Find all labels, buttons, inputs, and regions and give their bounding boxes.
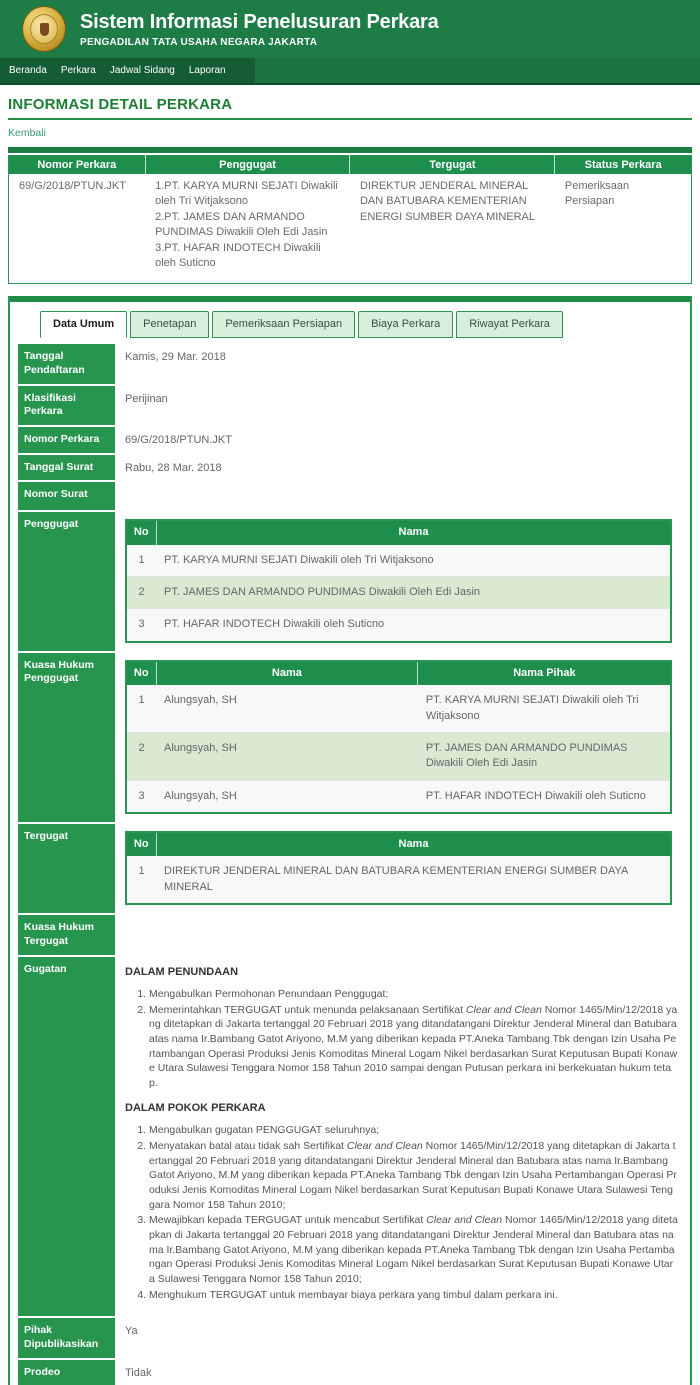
kuasa-penggugat-table-cell: PT. JAMES DAN ARMANDO PUNDIMAS Diwakili Oleh Edi Jasin [418,732,672,780]
tergugat-table [125,831,672,905]
label-klasifikasi-perkara: Klasifikasi Perkara [18,386,115,425]
value-tanggal-surat: Rabu, 28 Mar. 2018 [125,461,222,474]
tab-penetapan[interactable]: Penetapan [130,311,209,338]
penggugat-table-row [126,609,671,642]
tergugat-table-cell: DIREKTUR JENDERAL MINERAL DAN BATUBARA KEMENTERIAN ENERGI SUMBER DAYA MINERAL [156,856,671,904]
panel-top-bar [10,296,690,302]
gugatan-text: Nomor 1465/Min/12/2018 yang ditetapkan di Jakarta tertanggal 20 Februari 2018 yang ditandatangani Direktur Jenderal Mineral dan Batubara atas nama Ir.Bambang Gatot Ariyono, M.M yang diberikan kepada PT.Aneka Tambang Tbk dengan Izin Usaha Pertambangan Operasi Produksi Jenis Komoditas Mineral Logam Nikel berdasarkan Surat Keputusan Bupati Konawe Utara Sulawesi Tenggara Nomor 158 Tahun 2010; [149,1214,678,1286]
tergugat-table-col-no: No [126,832,156,856]
summary-data-row [9,174,692,284]
label-pihak-dipublikasikan: Pihak Dipublikasikan [18,1318,115,1357]
summary-col-status: Status Perkara [555,156,692,175]
kuasa-penggugat-table-cell: 2 [126,732,156,780]
kuasa-penggugat-table-cell: PT. KARYA MURNI SEJATI Diwakili oleh Tri Witjaksono [418,685,672,732]
tergugat-table-row [126,856,671,904]
kuasa-penggugat-table-cell: PT. HAFAR INDOTECH Diwakili oleh Suticno [418,780,672,813]
kuasa-penggugat-table-col-nama-pihak: Nama Pihak [418,661,672,685]
penggugat-table [125,519,672,643]
court-emblem-icon [22,6,66,52]
kuasa-penggugat-table-cell: Alungsyah, SH [156,685,418,732]
label-kuasa-hukum-tergugat: Kuasa Hukum Tergugat [18,915,115,954]
summary-tergugat: DIREKTUR JENDERAL MINERAL DAN BATUBARA KEMENTERIAN ENERGI SUMBER DAYA MINERAL [359,180,536,223]
kuasa-penggugat-table-col-no: No [126,661,156,685]
main-content [0,85,700,1385]
gugatan-item [149,1003,678,1091]
label-prodeo: Prodeo [18,1360,115,1385]
value-prodeo: Tidak [125,1366,152,1379]
gugatan-item-list [125,987,678,1091]
detail-panel [8,296,692,1385]
nav-item-laporan[interactable]: Laporan [188,65,226,76]
tergugat-table-cell: 1 [126,856,156,904]
summary-col-tergugat: Tergugat [350,156,555,175]
summary-nomor-perkara: 69/G/2018/PTUN.JKT [19,180,126,192]
gugatan-section-heading: DALAM PENUNDAAN [125,965,239,978]
penggugat-table-cell: 2 [126,576,156,608]
main-nav-items [0,58,255,83]
nav-item-perkara[interactable]: Perkara [60,65,96,76]
kuasa-penggugat-table-header-row [126,661,671,685]
summary-penggugat-line: 2.PT. JAMES DAN ARMANDO PUNDIMAS Diwakili Oleh Edi Jasin [155,210,328,239]
row-kuasa-hukum-penggugat [18,653,682,822]
penggugat-table-col-no: No [126,520,156,544]
gugatan-item-list [125,1123,678,1302]
banner-titles [80,11,439,48]
tergugat-table-container [115,824,682,913]
tergugat-table-col-nama: Nama [156,832,671,856]
label-penggugat: Penggugat [18,512,115,651]
summary-status: Pemeriksaan Persiapan [564,180,630,208]
penggugat-table-row [126,545,671,577]
row-tanggal-surat [18,455,682,481]
label-gugatan: Gugatan [18,957,115,1317]
gugatan-italic-term: Clear and Clean [426,1214,503,1227]
penggugat-table-cell: 3 [126,609,156,642]
tab-pemeriksaan-persiapan[interactable]: Pemeriksaan Persiapan [212,311,355,338]
page-title: INFORMASI DETAIL PERKARA [8,85,692,120]
gugatan-item [149,1213,678,1286]
gugatan-text: Mewajibkan kepada TERGUGAT untuk mencabut Sertifikat [149,1214,427,1227]
summary-penggugat-line: 3.PT. HAFAR INDOTECH Diwakili oleh Suticno [155,241,321,269]
penggugat-table-cell: PT. KARYA MURNI SEJATI Diwakili oleh Tri Witjaksono [156,545,671,577]
case-summary-table [8,155,692,284]
tab-data-umum[interactable]: Data Umum [40,311,127,338]
tab-riwayat-perkara[interactable]: Riwayat Perkara [456,311,563,338]
kuasa-penggugat-table-col-nama: Nama [156,661,418,685]
gugatan-text: Memerintahkan TERGUGAT untuk menunda pelaksanaan Sertifikat [149,1003,466,1016]
kuasa-penggugat-table-row [126,732,671,780]
gugatan-text: Nomor 1465/Min/12/2018 yang ditetapkan di Jakarta tertanggal 20 Februari 2018 yang ditandatangani Direktur Jenderal Mineral dan Batubara atas nama Ir.Bambang Gatot Ariyono, M.M yang diberikan kepada PT.Aneka Tambang Tbk dengan Izin Usaha Pertambangan Operasi Produksi Jenis Komoditas Mineral Logam Nikel berdasarkan Surat Keputusan Bupati Konawe Utara Sulawesi Tenggara Nomor 158 Tahun 2010; [149,1139,677,1211]
gugatan-section-heading: DALAM POKOK PERKARA [125,1101,266,1114]
gugatan-item [149,1139,678,1212]
kuasa-penggugat-table-cell: Alungsyah, SH [156,732,418,780]
summary-col-nomor-perkara: Nomor Perkara [9,156,146,175]
app-title: Sistem Informasi Penelusuran Perkara [80,10,439,33]
summary-penggugat [145,174,350,284]
row-klasifikasi-perkara [18,386,682,425]
summary-col-penggugat: Penggugat [145,156,350,175]
value-pihak-dipublikasikan: Ya [125,1325,138,1338]
penggugat-table-col-nama: Nama [156,520,671,544]
gugatan-item [149,1123,678,1138]
label-nomor-perkara: Nomor Perkara [18,427,115,453]
kuasa-penggugat-table-cell: Alungsyah, SH [156,780,418,813]
kuasa-penggugat-table-cell: 3 [126,780,156,813]
value-kuasa-hukum-tergugat [115,915,682,954]
app-header [0,0,700,58]
label-tanggal-pendaftaran: Tanggal Pendaftaran [18,344,115,383]
value-nomor-surat [115,482,682,510]
court-emblem-mark [40,23,49,36]
row-tergugat [18,824,682,913]
detail-rows [10,338,690,1385]
gugatan-item [149,987,678,1002]
penggugat-table-row [126,576,671,608]
row-tanggal-pendaftaran [18,344,682,383]
gugatan-text: Nomor 1465/Min/12/2018 yang ditetapkan di Jakarta tertanggal 20 Februari 2018 yang ditandatangani Direktur Jenderal Mineral dan Batubara atas nama Ir.Bambang Gatot Ariyono, M.M yang diberikan kepada PT.Aneka Tambang Tbk dengan Izin Usaha Pertambangan Operasi Produksi Jenis Komoditas Mineral Logam Nikel berdasarkan Surat Keputusan Bupati Konawe Utara Sulawesi Tenggara Nomor 158 Tahun 2010 sampai dengan Putusan perkara ini berkekuatan hukum tetap. [149,1003,678,1090]
penggugat-table-cell: 1 [126,545,156,577]
label-nomor-surat: Nomor Surat [18,482,115,510]
value-klasifikasi-perkara: Perijinan [125,392,168,405]
gugatan-text: Menghukum TERGUGAT untuk membayar biaya perkara yang timbul dalam perkara ini. [149,1288,558,1301]
gugatan-text: Mengabulkan gugatan PENGGUGAT seluruhnya; [149,1124,380,1137]
penggugat-table-container [115,512,682,651]
nav-item-beranda[interactable]: Beranda [9,65,47,76]
gugatan-text: Mengabulkan Permohonan Penundaan Penggugat; [149,987,389,1000]
detail-tabs [40,311,690,338]
row-gugatan [18,957,682,1317]
row-penggugat [18,512,682,651]
court-emblem-inner [30,14,58,44]
gugatan-italic-term: Clear and Clean [465,1003,542,1016]
value-nomor-perkara: 69/G/2018/PTUN.JKT [125,433,232,446]
penggugat-table-cell: PT. JAMES DAN ARMANDO PUNDIMAS Diwakili Oleh Edi Jasin [156,576,671,608]
app-subtitle: PENGADILAN TATA USAHA NEGARA JAKARTA [80,36,318,48]
main-nav [0,58,700,85]
divider-bar [8,147,692,153]
penggugat-table-header-row [126,520,671,544]
penggugat-table-cell: PT. HAFAR INDOTECH Diwakili oleh Suticno [156,609,671,642]
kuasa-penggugat-table [125,660,672,814]
kuasa-penggugat-table-container [115,653,682,822]
tergugat-table-header-row [126,832,671,856]
kuasa-penggugat-table-cell: 1 [126,685,156,732]
summary-penggugat-line: 1.PT. KARYA MURNI SEJATI Diwakili oleh Tri Witjaksono [155,180,338,208]
row-nomor-surat [18,482,682,510]
nav-item-jadwal-sidang[interactable]: Jadwal Sidang [109,65,175,76]
back-link[interactable]: Kembali [8,127,46,139]
kuasa-penggugat-table-row [126,685,671,732]
gugatan-item [149,1288,678,1303]
row-nomor-perkara [18,427,682,453]
row-prodeo [18,1360,682,1385]
gugatan-italic-term: Clear and Clean [346,1139,423,1152]
gugatan-content [115,957,682,1317]
row-pihak-dipublikasikan [18,1318,682,1357]
gugatan-text: Menyatakan batal atau tidak sah Sertifikat [149,1139,347,1152]
row-kuasa-hukum-tergugat [18,915,682,954]
tab-biaya-perkara[interactable]: Biaya Perkara [358,311,453,338]
value-tanggal-pendaftaran: Kamis, 29 Mar. 2018 [125,351,226,364]
label-kuasa-hukum-penggugat: Kuasa Hukum Penggugat [18,653,115,822]
summary-header-row [9,156,692,175]
label-tergugat: Tergugat [18,824,115,913]
kuasa-penggugat-table-row [126,780,671,813]
label-tanggal-surat: Tanggal Surat [18,455,115,481]
